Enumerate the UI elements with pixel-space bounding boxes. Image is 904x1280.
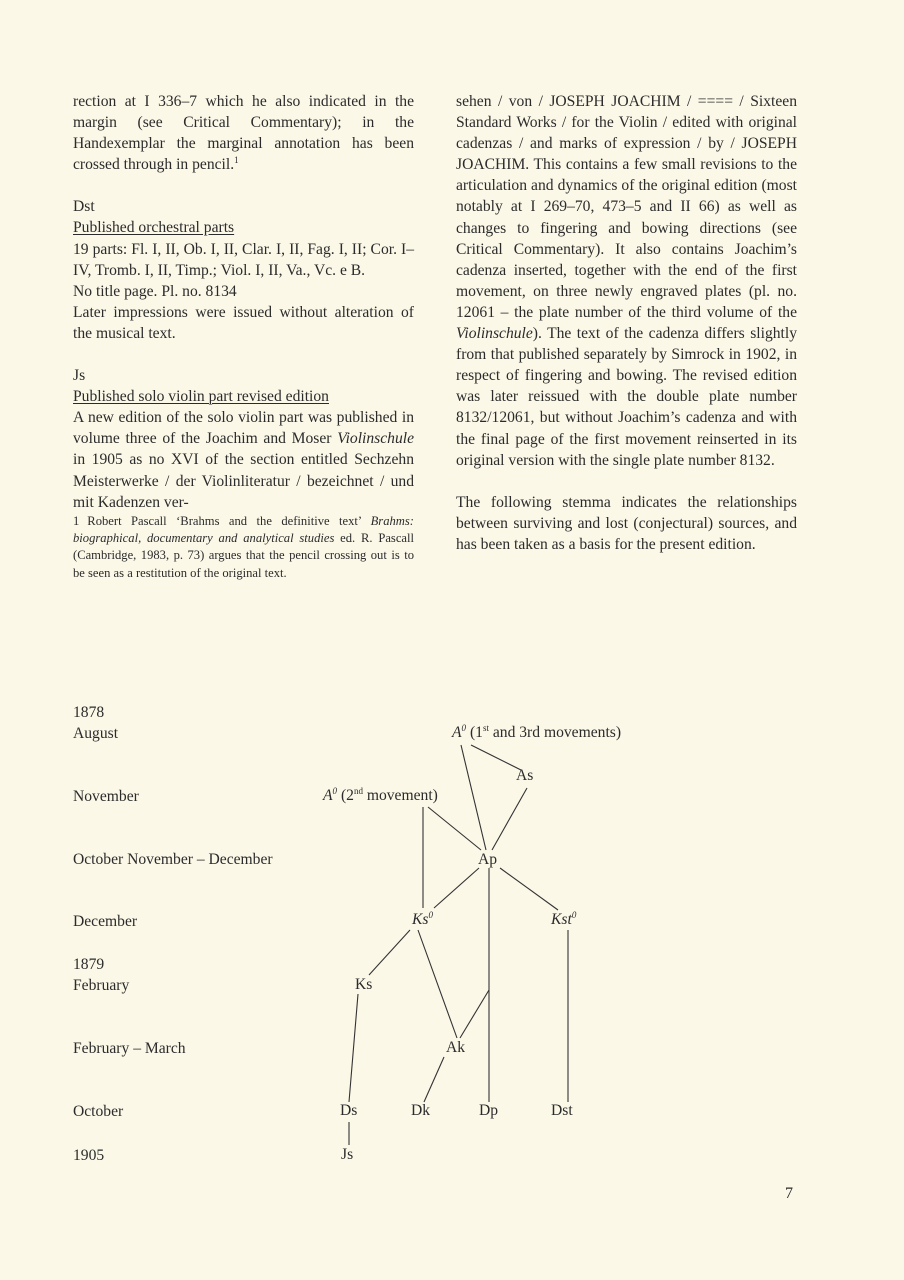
text-emphasis: Violinschule bbox=[337, 430, 414, 448]
source-later-dst: Later impressions were issued without alteration of the musical text. bbox=[73, 303, 414, 342]
footnote-marker: 1 bbox=[234, 155, 239, 166]
stemma-date: 1878 bbox=[73, 704, 105, 721]
stemma-date: November bbox=[73, 788, 139, 805]
stemma-node-dp: Dp bbox=[479, 1102, 499, 1119]
source-siglum-dst: Dst bbox=[73, 198, 95, 216]
edge-a0-as bbox=[471, 745, 521, 770]
stemma-node-a0-second bbox=[323, 787, 438, 805]
footnote bbox=[73, 513, 414, 582]
footnote-text: ed. R. Pascall (Cambridge, 1983, p. 73) argues that the pencil crossing out is to be seen as a restitution of the original text. bbox=[73, 530, 415, 580]
stemma-date: February bbox=[73, 977, 130, 994]
node-label: Ks bbox=[412, 911, 429, 928]
edge-dp-ak bbox=[460, 990, 489, 1038]
right-column bbox=[456, 91, 797, 555]
edge-a0-ap bbox=[461, 745, 486, 850]
node-sup: 0 bbox=[461, 722, 467, 733]
text-span: in 1905 as no XVI of the section entitled Sechzehn Meisterwerke / der Violinliteratur / bezeichnet / und mit Kadenzen ver- bbox=[73, 451, 414, 511]
node-note: movement) bbox=[362, 787, 438, 804]
source-plate-dst: No title page. Pl. no. 8134 bbox=[73, 282, 237, 300]
text-span: A new edition of the solo violin part was published in volume three of the Joachim and Moser bbox=[73, 409, 414, 448]
edge-ak-dk bbox=[424, 1057, 444, 1102]
node-sup: 0 bbox=[571, 909, 577, 920]
stemma-node-dk: Dk bbox=[411, 1102, 431, 1119]
edge-ks0-ak bbox=[418, 930, 457, 1038]
stemma-node-kst0 bbox=[551, 911, 576, 929]
edge-ap-ks0 bbox=[434, 868, 479, 908]
stemma-date: February – March bbox=[73, 1040, 186, 1057]
footnote-text: Robert Pascall ‘Brahms and the definitive text’ bbox=[87, 513, 371, 528]
node-note: and 3rd movements) bbox=[488, 724, 622, 741]
node-label: A bbox=[323, 787, 333, 804]
left-column bbox=[73, 91, 414, 582]
node-sup: 0 bbox=[428, 909, 433, 920]
paragraph-text: ). The text of the cadenza differs slightly from that published separately by Simrock in 1902, in respect of fingering and bowing. The revised edition was later reissued with the double plate number 8132/12061, but without Joachim’s cadenza and with the final page of the first movement reinserted in its original version with the single plate number 8132. bbox=[456, 325, 797, 469]
node-note-sup: nd bbox=[353, 785, 363, 796]
stemma-node-dst: Dst bbox=[551, 1102, 573, 1119]
stemma-node-ds: Ds bbox=[340, 1102, 358, 1119]
paragraph bbox=[456, 91, 797, 471]
edge-ap-kst0 bbox=[500, 868, 558, 910]
node-note: (1 bbox=[469, 724, 483, 741]
source-title-dst: Published orchestral parts bbox=[73, 219, 235, 237]
source-siglum-js: Js bbox=[73, 367, 86, 385]
source-parts-dst: 19 parts: Fl. I, II, Ob. I, II, Clar. I, II, Fag. I, II; Cor. I–IV, Tromb. I, II, Timp.; Viol. I, II, Va., Vc. e B. bbox=[73, 240, 414, 279]
edge-ks-ds bbox=[349, 994, 358, 1102]
footnote-emphasis: Brahms: biographical, documentary and analytical studies bbox=[73, 513, 414, 545]
stemma-node-a0-main bbox=[452, 724, 621, 742]
node-label: A bbox=[452, 724, 462, 741]
stemma-node-js: Js bbox=[341, 1146, 354, 1163]
paragraph bbox=[73, 91, 414, 175]
edge-a0second-ap bbox=[428, 807, 481, 850]
node-note: (2 bbox=[340, 787, 354, 804]
page-number: 7 bbox=[785, 1185, 793, 1202]
stemma-date: August bbox=[73, 725, 119, 742]
source-title-js: Published solo violin part revised edition bbox=[73, 388, 329, 406]
stemma-date: October bbox=[73, 1103, 124, 1120]
edge-ks0-ks bbox=[369, 930, 410, 975]
paragraph-text: sehen / von / JOSEPH JOACHIM / ==== / Sixteen Standard Works / for the Violin / edited with original cadenzas / and marks of expression / by / JOSEPH JOACHIM. This contains a few small revisions to the articulation and dynamics of the original edition (most notably at I 269–70, 473–5 and II 66) as well as changes to fingering and bowing directions (see Critical Commentary). It also contains Joachim’s cadenza inserted, together with the end of the first movement, on three newly engraved plates (pl. no. 12061 – the plate number of the third volume of the bbox=[456, 93, 797, 321]
source-description-js bbox=[73, 407, 414, 512]
node-note-sup: st bbox=[482, 722, 489, 733]
stemma-node-ks0 bbox=[412, 911, 433, 929]
stemma-diagram bbox=[0, 690, 904, 1170]
edge-as-ap bbox=[492, 788, 527, 850]
node-sup: 0 bbox=[332, 785, 338, 796]
footnote-number: 1 bbox=[73, 513, 80, 528]
node-label: Kst bbox=[551, 911, 572, 928]
stemma-date: 1879 bbox=[73, 956, 105, 973]
paragraph: The following stemma indicates the relationships between surviving and lost (conjectural) sources, and has been taken as a basis for the present edition. bbox=[456, 493, 797, 553]
stemma-node-ak: Ak bbox=[446, 1039, 466, 1056]
stemma-node-ks: Ks bbox=[355, 976, 373, 993]
text-emphasis: Violinschule bbox=[456, 325, 533, 343]
stemma-date: December bbox=[73, 913, 138, 930]
stemma-date: October November – December bbox=[73, 851, 273, 868]
stemma-node-as: As bbox=[516, 767, 534, 784]
stemma-date: 1905 bbox=[73, 1147, 105, 1164]
paragraph-text: rection at I 336–7 which he also indicated in the margin (see Critical Commentary); in the Handexemplar the marginal annotation has been crossed through in pencil. bbox=[73, 93, 414, 174]
stemma-node-ap: Ap bbox=[478, 851, 498, 868]
